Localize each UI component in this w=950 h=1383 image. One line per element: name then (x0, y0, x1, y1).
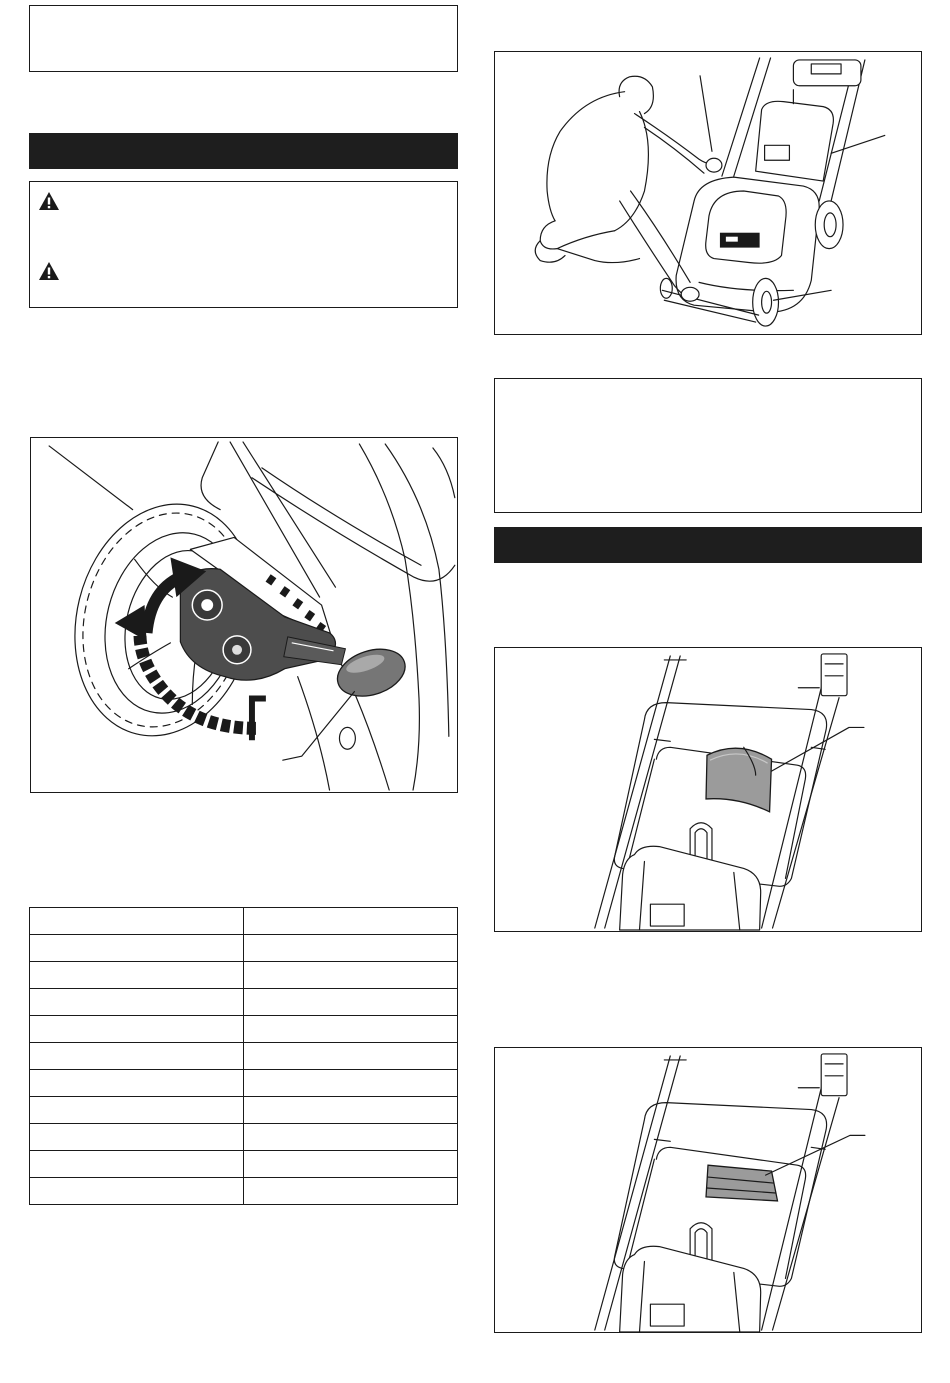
cutting-height-table (29, 907, 458, 1205)
table-body (30, 908, 458, 1205)
mower-rear-cover (620, 846, 761, 930)
table-cell (244, 1097, 458, 1124)
table-cell (30, 1178, 244, 1205)
table-cell (30, 1097, 244, 1124)
table-cell (30, 908, 244, 935)
table-cell (244, 908, 458, 935)
table-row (30, 1124, 458, 1151)
warning-icon (38, 261, 60, 281)
figure-operator-mower (494, 51, 922, 335)
table-row (30, 1043, 458, 1070)
table-row (30, 935, 458, 962)
warning-box (29, 181, 458, 308)
table-cell (30, 1016, 244, 1043)
table-cell (244, 1016, 458, 1043)
height-lever-drawing (31, 438, 457, 792)
table-row (30, 1070, 458, 1097)
flap-raised-drawing (495, 648, 921, 931)
note-box-left (29, 5, 458, 72)
table-cell (30, 1043, 244, 1070)
rear-flap-raised (706, 747, 772, 812)
figure-flap-lowered (494, 1047, 922, 1333)
table-cell (244, 1124, 458, 1151)
leader-line-knob (283, 692, 355, 761)
leader-line (766, 1135, 865, 1175)
table-row (30, 1178, 458, 1205)
flap-lowered-drawing (495, 1048, 921, 1332)
table-cell (244, 1151, 458, 1178)
switch-box (798, 1054, 847, 1096)
table-cell (244, 935, 458, 962)
table-row (30, 989, 458, 1016)
table-cell (30, 989, 244, 1016)
section-bar-right (494, 527, 922, 563)
section-bar-left (29, 133, 458, 169)
table-row (30, 962, 458, 989)
table-cell (244, 962, 458, 989)
table-row (30, 908, 458, 935)
grass-bag-cover (756, 90, 834, 181)
warning-icon (38, 191, 60, 211)
table-row (30, 1151, 458, 1178)
table-row (30, 1016, 458, 1043)
operator-mower-drawing (495, 52, 921, 334)
table-cell (30, 962, 244, 989)
table-cell (30, 935, 244, 962)
table-cell (244, 1043, 458, 1070)
table-cell (244, 1070, 458, 1097)
warning-item-2 (38, 261, 68, 281)
rear-wheel (815, 201, 843, 249)
table-row (30, 1097, 458, 1124)
note-box-right (494, 378, 922, 513)
warning-item-1 (38, 191, 68, 211)
mower-rear-cover (620, 1246, 761, 1332)
grass-bag-top (793, 60, 861, 86)
figure-flap-raised (494, 647, 922, 932)
figure-height-lever (30, 437, 458, 793)
switch-box (798, 654, 847, 696)
table-cell (244, 1178, 458, 1205)
table-cell (30, 1124, 244, 1151)
table-cell (30, 1070, 244, 1097)
rear-flap-lowered (706, 1165, 777, 1201)
table-cell (244, 989, 458, 1016)
table-cell (30, 1151, 244, 1178)
leader-line-top (49, 446, 133, 510)
